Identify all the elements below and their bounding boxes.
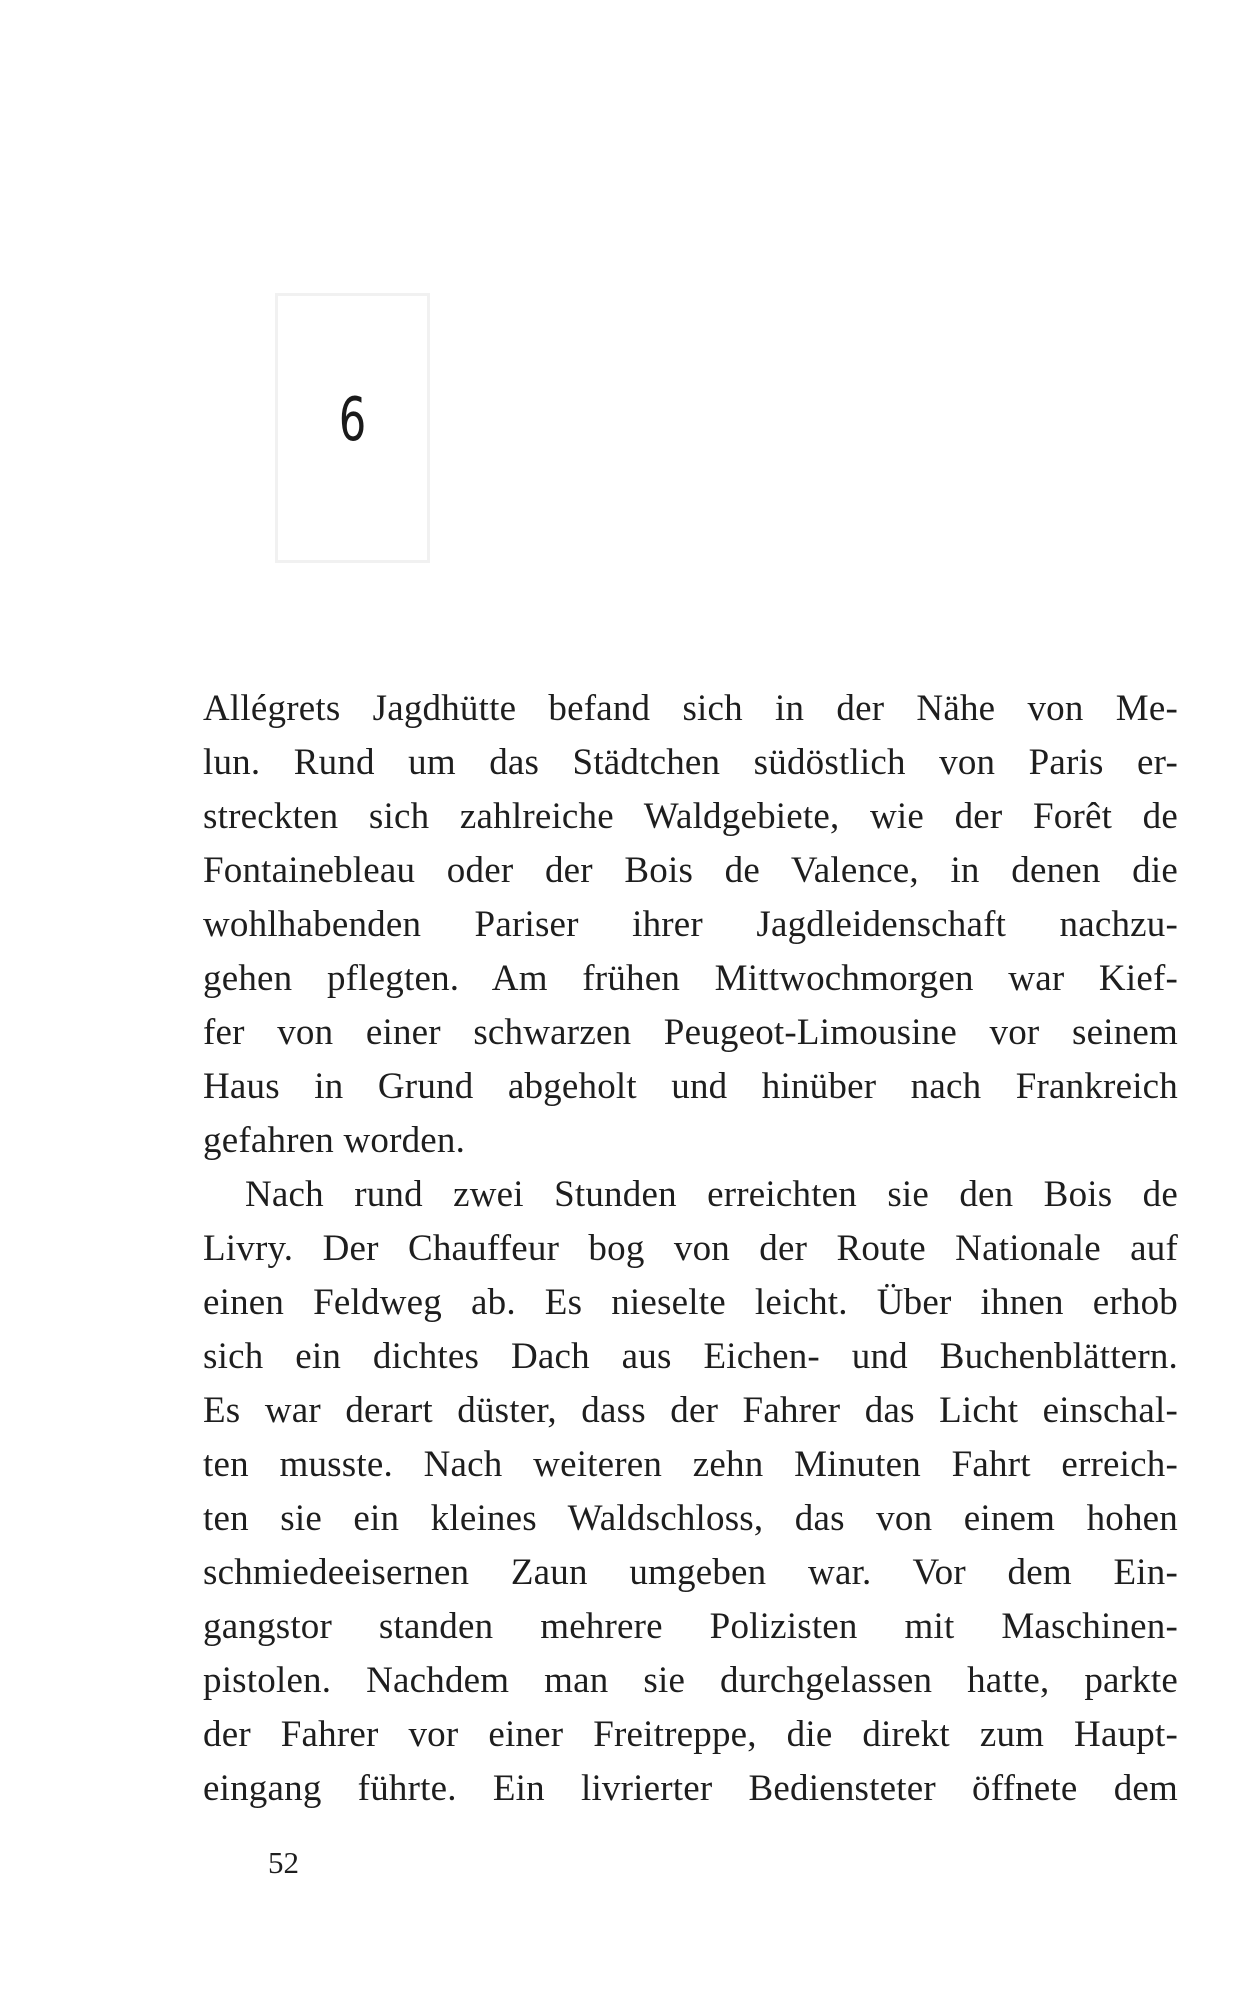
text-line: gangstor standen mehrere Polizisten mit Maschinen- <box>203 1606 1178 1647</box>
body-text <box>203 682 1178 1816</box>
chapter-number: 6 <box>338 385 367 455</box>
text-line: Allégrets Jagdhütte befand sich in der Nähe von Me- <box>203 688 1178 729</box>
text-line: gehen pflegten. Am frühen Mittwochmorgen war Kief- <box>203 958 1178 999</box>
text-line: pistolen. Nachdem man sie durchgelassen hatte, parkte <box>203 1660 1178 1701</box>
text-line: streckten sich zahlreiche Waldgebiete, wie der Forêt de <box>203 796 1178 837</box>
text-line: eingang führte. Ein livrierter Bediensteter öffnete dem <box>203 1768 1178 1809</box>
text-line: Livry. Der Chauffeur bog von der Route Nationale auf <box>203 1228 1178 1269</box>
text-line: sich ein dichtes Dach aus Eichen- und Buchenblättern. <box>203 1336 1178 1377</box>
paragraph-2 <box>203 1168 1178 1816</box>
text-line: gefahren worden. <box>203 1120 466 1161</box>
text-line: wohlhabenden Pariser ihrer Jagdleidenschaft nachzu- <box>203 904 1178 945</box>
paragraph-1 <box>203 682 1178 1168</box>
text-line: Es war derart düster, dass der Fahrer das Licht einschal- <box>203 1390 1178 1431</box>
text-line: Haus in Grund abgeholt und hinüber nach Frankreich <box>203 1066 1178 1107</box>
text-line: einen Feldweg ab. Es nieselte leicht. Über ihnen erhob <box>203 1282 1178 1323</box>
text-line: Fontainebleau oder der Bois de Valence, in denen die <box>203 850 1178 891</box>
text-line: lun. Rund um das Städtchen südöstlich von Paris er- <box>203 742 1178 783</box>
text-line: der Fahrer vor einer Freitreppe, die direkt zum Haupt- <box>203 1714 1178 1755</box>
text-line: ten sie ein kleines Waldschloss, das von einem hohen <box>203 1498 1178 1539</box>
text-line: Nach rund zwei Stunden erreichten sie den Bois de <box>245 1174 1178 1215</box>
page-number: 52 <box>268 1845 299 1880</box>
text-line: ten musste. Nach weiteren zehn Minuten Fahrt erreich- <box>203 1444 1178 1485</box>
text-line: schmiedeeisernen Zaun umgeben war. Vor dem Ein- <box>203 1552 1178 1593</box>
text-line: fer von einer schwarzen Peugeot-Limousine vor seinem <box>203 1012 1178 1053</box>
